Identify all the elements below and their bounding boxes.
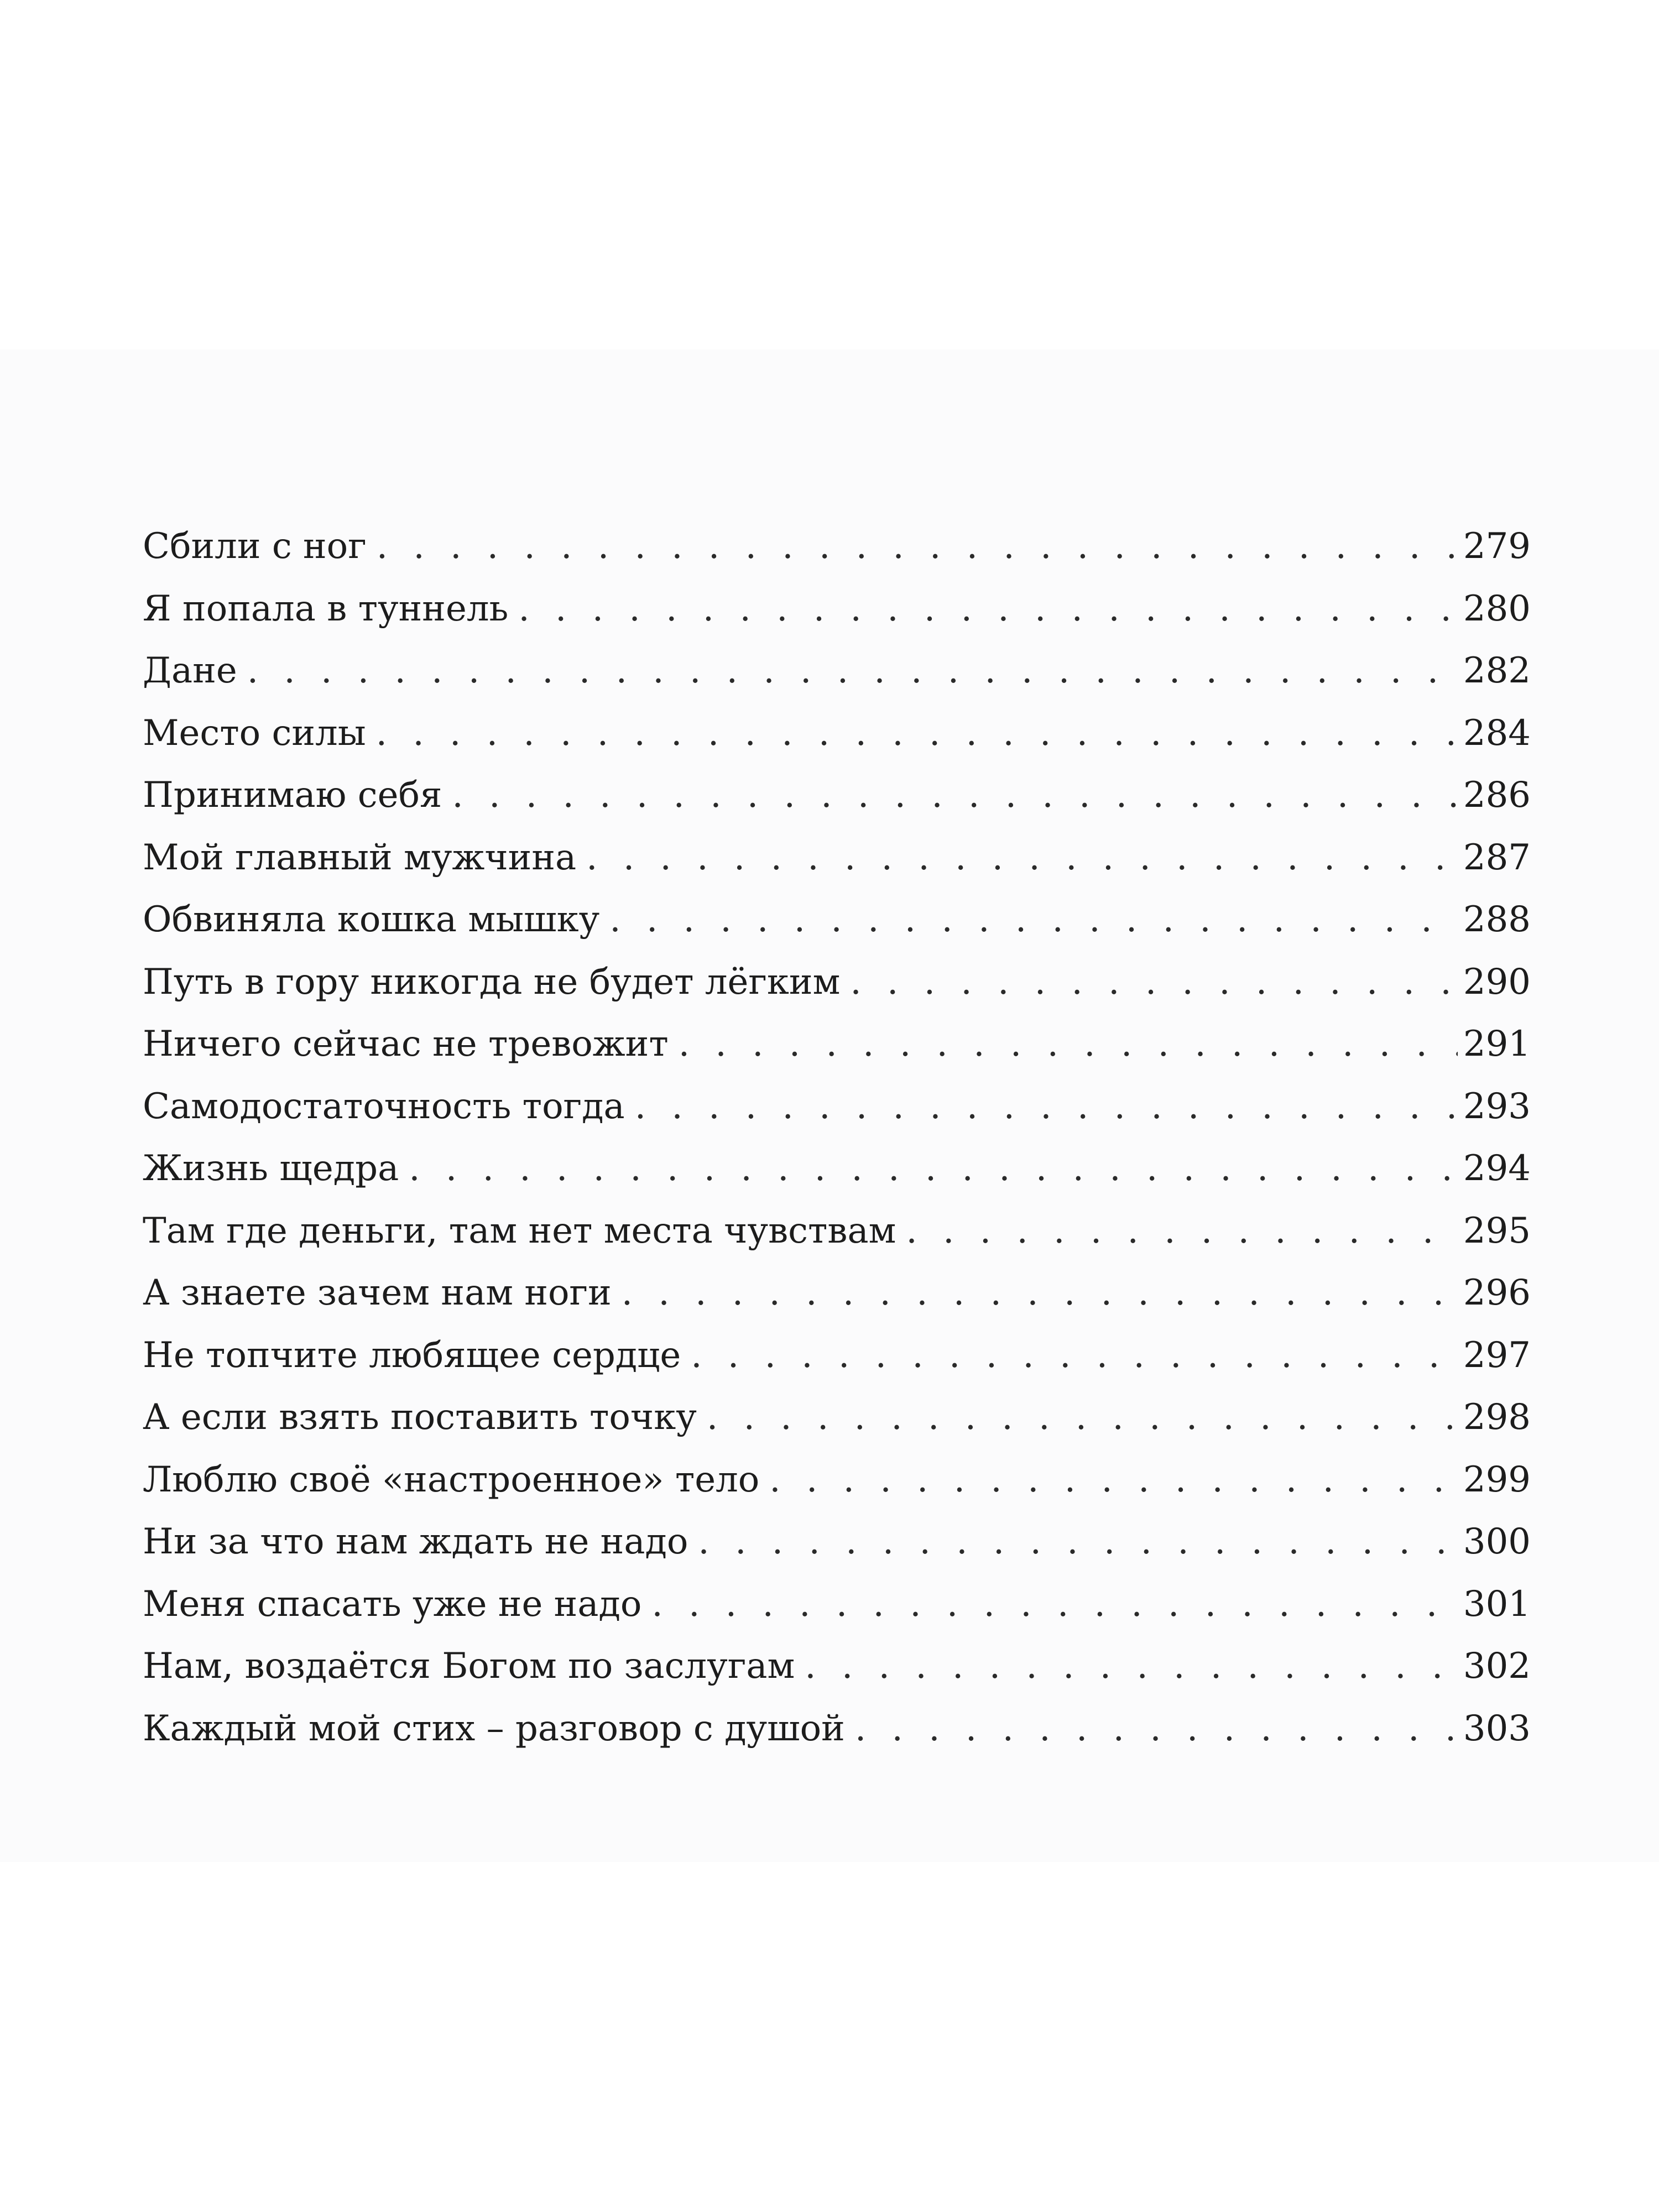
toc-entry-title: Нам, воздаётся Богом по заслугам xyxy=(143,1646,795,1687)
toc-entry xyxy=(143,1511,1531,1573)
toc-entry-page-number: 284 xyxy=(1463,712,1531,754)
dot-leader xyxy=(518,578,1458,640)
toc-entry-page-number: 279 xyxy=(1463,526,1531,567)
toc-entry-title: Люблю своё «настроенное» тело xyxy=(143,1459,760,1500)
toc-entry-title: А если взять поставить точку xyxy=(143,1397,697,1438)
toc-entry xyxy=(143,702,1531,765)
toc-entry-page-number: 288 xyxy=(1463,899,1531,940)
toc-entry xyxy=(143,1262,1531,1324)
toc-entry xyxy=(143,1635,1531,1698)
toc-entry xyxy=(143,1138,1531,1200)
toc-entry-page-number: 294 xyxy=(1463,1148,1531,1189)
toc-entry-title: Сбили с ног xyxy=(143,526,367,567)
toc-entry-page-number: 299 xyxy=(1463,1459,1531,1500)
toc-entry-title: Ни за что нам ждать не надо xyxy=(143,1521,688,1562)
dot-leader xyxy=(769,1449,1458,1511)
dot-leader xyxy=(691,1324,1458,1387)
toc-entry xyxy=(143,951,1531,1014)
toc-entry-title: Я попала в туннель xyxy=(143,588,509,629)
toc-entry-title: Место силы xyxy=(143,712,366,754)
toc-entry-page-number: 297 xyxy=(1463,1334,1531,1376)
toc-entry-page-number: 287 xyxy=(1463,837,1531,878)
dot-leader xyxy=(622,1262,1458,1324)
dot-leader xyxy=(805,1635,1458,1698)
dot-leader xyxy=(409,1138,1458,1200)
toc-entry xyxy=(143,827,1531,889)
toc-entry-title: Путь в гору никогда не будет лёгким xyxy=(143,961,841,1003)
toc-entry-page-number: 293 xyxy=(1463,1086,1531,1127)
toc-entry-title: Ничего сейчас не тревожит xyxy=(143,1024,669,1065)
toc-entry xyxy=(143,1324,1531,1387)
toc-entry-title: Не топчите любящее сердце xyxy=(143,1334,681,1376)
toc-entry xyxy=(143,764,1531,827)
dot-leader xyxy=(855,1698,1458,1760)
table-of-contents xyxy=(143,515,1531,1760)
toc-entry-page-number: 302 xyxy=(1463,1646,1531,1687)
toc-entry-page-number: 300 xyxy=(1463,1521,1531,1562)
toc-entry xyxy=(143,515,1531,578)
dot-leader xyxy=(247,640,1458,702)
dot-leader xyxy=(698,1511,1457,1573)
toc-entry-page-number: 303 xyxy=(1463,1708,1531,1749)
dot-leader xyxy=(651,1573,1457,1636)
toc-entry xyxy=(143,1449,1531,1511)
toc-entry xyxy=(143,1698,1531,1760)
dot-leader xyxy=(906,1200,1457,1262)
toc-entry-title: Дане xyxy=(143,650,237,691)
toc-entry xyxy=(143,889,1531,951)
toc-entry-page-number: 280 xyxy=(1463,588,1531,629)
dot-leader xyxy=(679,1013,1458,1076)
book-page xyxy=(0,349,1659,1862)
toc-entry-title: А знаете зачем нам ноги xyxy=(143,1272,612,1313)
toc-entry xyxy=(143,640,1531,702)
toc-entry-page-number: 286 xyxy=(1463,775,1531,816)
toc-entry-page-number: 295 xyxy=(1463,1210,1531,1251)
dot-leader xyxy=(452,764,1457,827)
toc-entry xyxy=(143,1076,1531,1138)
toc-entry xyxy=(143,1573,1531,1636)
toc-entry-title: Принимаю себя xyxy=(143,775,442,816)
toc-entry xyxy=(143,578,1531,640)
dot-leader xyxy=(609,889,1458,951)
toc-entry-title: Обвиняла кошка мышку xyxy=(143,899,600,940)
dot-leader xyxy=(376,702,1458,765)
toc-entry-title: Жизнь щедра xyxy=(143,1148,399,1189)
toc-entry-title: Там где деньги, там нет места чувствам xyxy=(143,1210,896,1251)
toc-entry-title: Каждый мой стих – разговор с душой xyxy=(143,1708,845,1749)
toc-entry xyxy=(143,1386,1531,1449)
toc-entry-page-number: 301 xyxy=(1463,1583,1531,1625)
toc-entry xyxy=(143,1013,1531,1076)
toc-entry-page-number: 282 xyxy=(1463,650,1531,691)
toc-entry-page-number: 298 xyxy=(1463,1397,1531,1438)
toc-entry-page-number: 291 xyxy=(1463,1024,1531,1065)
toc-entry-title: Мой главный мужчина xyxy=(143,837,577,878)
dot-leader xyxy=(377,515,1458,578)
toc-entry-page-number: 296 xyxy=(1463,1272,1531,1313)
toc-entry-page-number: 290 xyxy=(1463,961,1531,1003)
toc-entry-title: Меня спасать уже не надо xyxy=(143,1583,642,1625)
toc-entry-title: Самодостаточность тогда xyxy=(143,1086,625,1127)
toc-entry xyxy=(143,1200,1531,1262)
dot-leader xyxy=(850,951,1458,1014)
dot-leader xyxy=(635,1076,1458,1138)
dot-leader xyxy=(586,827,1458,889)
dot-leader xyxy=(707,1386,1458,1449)
